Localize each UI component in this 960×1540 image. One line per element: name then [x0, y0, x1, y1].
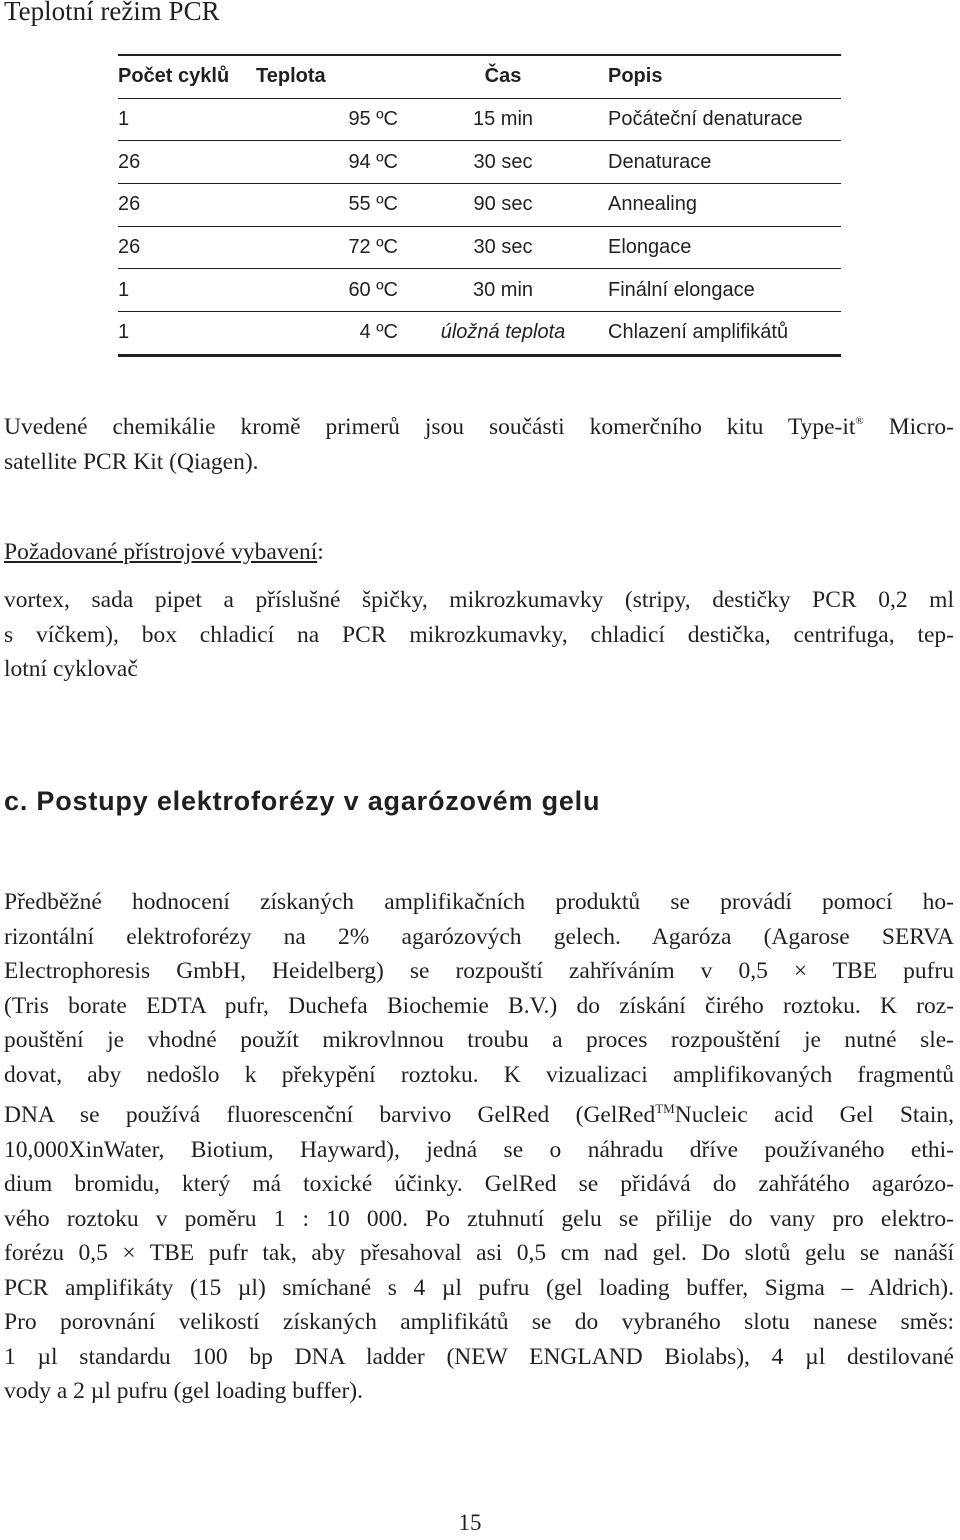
- paragraph-text: DNA se používá fluorescenční barvivo GelRed (GelRed: [4, 1102, 656, 1128]
- cell-temperature: 4 ºC: [359, 321, 398, 344]
- kit-note-line: [4, 404, 954, 445]
- cell-temperature: 95 ºC: [348, 108, 398, 131]
- section-heading: c. Postupy elektroforézy v agarózovém gelu: [4, 786, 601, 816]
- cell-time: 15 min: [472, 108, 534, 131]
- paragraph-line: Předběžné hodnocení získaných amplifikačních produktů se provádí pomocí ho-: [4, 889, 954, 915]
- table-row: [118, 269, 841, 312]
- cell-cycles: 26: [118, 193, 141, 216]
- cell-description: Annealing: [608, 193, 697, 216]
- table-row: [118, 141, 841, 184]
- registered-mark: ®: [855, 415, 864, 427]
- equipment-paragraph: [4, 583, 954, 687]
- paragraph-line: 1 µl standardu 100 bp DNA ladder (NEW ENGLAND Biolabs), 4 µl destilované: [4, 1343, 954, 1370]
- paragraph-line: rizontální elektroforézy na 2% agarózových gelech. Agaróza (Agarose SERVA: [4, 923, 954, 950]
- paragraph-line: [4, 1092, 954, 1133]
- paragraph-line: (Tris borate EDTA pufr, Duchefa Biochemie B.V.) do získání čirého roztoku. K roz-: [4, 992, 954, 1019]
- paragraph-line: dium bromidu, který má toxické účinky. GelRed se přidává do zahřátého agarózo-: [4, 1171, 954, 1197]
- cell-temperature: 72 ºC: [348, 236, 398, 259]
- cell-description: Počáteční denaturace: [608, 108, 803, 131]
- paragraph-line: vého roztoku v poměru 1 : 10 000. Po ztuhnutí gelu se přilije do vany pro elektro-: [4, 1205, 954, 1232]
- header-temperature: Teplota: [256, 65, 326, 88]
- paragraph-line: Pro porovnání velikostí získaných amplifikátů se do vybraného slotu nanese směs:: [4, 1309, 954, 1335]
- cell-time: úložná teplota: [440, 321, 566, 344]
- paragraph-line: forézu 0,5 × TBE pufr tak, aby přesahoval asi 0,5 cm nad gel. Do slotů gelu se nanáší: [4, 1240, 954, 1266]
- equipment-label-colon: :: [317, 539, 324, 565]
- document-heading: Teplotní režim PCR: [4, 0, 220, 26]
- kit-note-text: Micro-: [863, 414, 954, 440]
- table-row: [118, 184, 841, 227]
- table-row: [118, 98, 841, 141]
- paragraph-line: vody a 2 µl pufru (gel loading buffer).: [4, 1378, 363, 1404]
- cell-description: Elongace: [608, 236, 692, 259]
- table-header-row: [118, 55, 841, 98]
- kit-note-paragraph: [4, 404, 954, 479]
- cell-description: Finální elongace: [608, 278, 755, 301]
- equipment-line: vortex, sada pipet a příslušné špičky, mikrozkumavky (stripy, destičky PCR 0,2 ml: [4, 587, 954, 613]
- equipment-line: s víčkem), box chladicí na PCR mikrozkumavky, chladicí destička, centrifuga, tep-: [4, 621, 954, 648]
- cell-cycles: 1: [118, 321, 130, 344]
- table-row: [118, 226, 841, 269]
- kit-note-text: Uvedené chemikálie kromě primerů jsou součásti komerčního kitu Type-it: [4, 414, 856, 440]
- cell-cycles: 26: [118, 236, 141, 259]
- cell-temperature: 60 ºC: [348, 278, 398, 301]
- cell-time: 30 sec: [473, 236, 533, 259]
- equipment-label: Požadované přístrojové vybavení: [4, 539, 318, 565]
- page-number: 15: [458, 1510, 482, 1535]
- electrophoresis-paragraph: [4, 885, 954, 1409]
- cell-cycles: 1: [118, 108, 130, 131]
- cell-cycles: 1: [118, 278, 130, 301]
- trademark-mark: TM: [655, 1101, 675, 1116]
- cell-temperature: 94 ºC: [348, 150, 398, 173]
- cell-description: Chlazení amplifikátů: [608, 321, 789, 344]
- table-row: [118, 312, 841, 356]
- cell-temperature: 55 ºC: [348, 193, 398, 216]
- header-cycles: Počet cyklů: [118, 65, 230, 88]
- paragraph-line: dovat, aby nedošlo k překypění roztoku. K vizualizaci amplifikovaných fragmentů: [4, 1061, 954, 1088]
- cell-time: 90 sec: [473, 193, 533, 216]
- cell-time: 30 sec: [473, 150, 533, 173]
- paragraph-line: Electrophoresis GmbH, Heidelberg) se rozpouští zahříváním v 0,5 × TBE pufru: [4, 958, 954, 984]
- cell-time: 30 min: [472, 278, 534, 301]
- paragraph-line: 10,000XinWater, Biotium, Hayward), jedná se o náhradu dříve používaného ethi-: [4, 1136, 954, 1163]
- cell-description: Denaturace: [608, 150, 712, 173]
- pcr-temperature-table: [118, 54, 841, 357]
- equipment-line: lotní cyklovač: [4, 656, 138, 682]
- paragraph-text: Nucleic acid Gel Stain,: [674, 1102, 955, 1128]
- header-description: Popis: [608, 65, 663, 88]
- header-time: Čas: [484, 65, 522, 88]
- kit-note-line: satellite PCR Kit (Qiagen).: [4, 448, 259, 475]
- paragraph-line: PCR amplifikáty (15 µl) smíchané s 4 µl pufru (gel loading buffer, Sigma – Aldrich).: [4, 1274, 954, 1301]
- cell-cycles: 26: [118, 150, 141, 173]
- equipment-label-line: [4, 535, 954, 570]
- paragraph-line: pouštění je vhodné použít mikrovlnnou troubu a proces rozpouštění je nutné sle-: [4, 1027, 954, 1053]
